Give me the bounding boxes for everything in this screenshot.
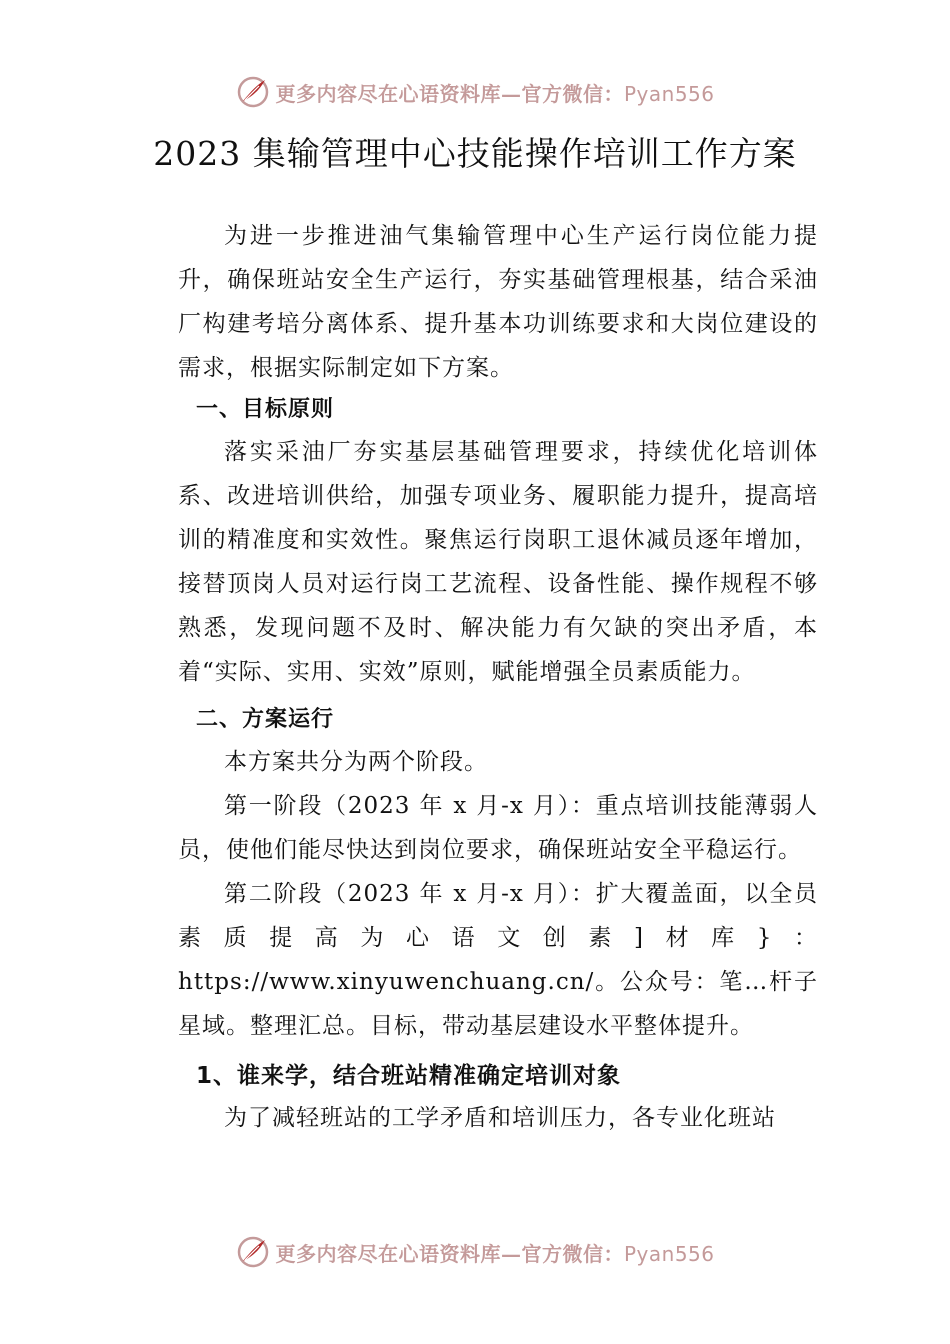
operation-paragraph-1: 本方案共分为两个阶段。 [224, 749, 488, 775]
watermark-handle: Pyan556 [623, 1241, 715, 1266]
document-body [178, 214, 818, 1140]
watermark-handle: Pyan556 [623, 81, 715, 106]
feather-logo-icon [235, 1234, 271, 1270]
subsection-heading-who-learns: 1、谁来学，结合班站精准确定培训对象 [196, 1063, 622, 1089]
operation-paragraph-2: 第一阶段（2023 年 x 月-x 月）：重点培训技能薄弱人员，使他们能尽快达到岗位要求，确保班站安全平稳运行。 [178, 793, 818, 863]
watermark-text [275, 1238, 714, 1267]
feather-logo-icon [235, 74, 271, 110]
document-title: 2023 集输管理中心技能操作培训工作方案 [153, 134, 797, 173]
watermark-banner-bottom [0, 1232, 950, 1272]
intro-paragraph: 为进一步推进油气集输管理中心生产运行岗位能力提升，确保班站安全生产运行，夯实基础管理根基，结合采油厂构建考培分离体系、提升基本功训练要求和大岗位建设的需求，根据实际制定如下方案。 [178, 223, 818, 381]
watermark-banner-top [0, 72, 950, 112]
watermark-label: 更多内容尽在心语资料库—官方微信： [275, 81, 624, 106]
watermark-text [275, 78, 714, 107]
operation-paragraph-3: 第二阶段（2023 年 x 月-x 月）：扩大覆盖面，以全员素质提高为心语文创素]材库}：https://www.xinyuwenchuang.cn/。公众号：笔…杆子星域。整理汇总。目标，带动基层建设水平整体提升。 [178, 881, 818, 1039]
goals-paragraph: 落实采油厂夯实基层基础管理要求，持续优化培训体系、改进培训供给，加强专项业务、履职能力提升，提高培训的精准度和实效性。聚焦运行岗职工退休减员逐年增加，接替顶岗人员对运行岗工艺流程、设备性能、操作规程不够熟悉，发现问题不及时、解决能力有欠缺的突出矛盾，本着“实际、实用、实效”原则，赋能增强全员素质能力。 [178, 439, 818, 685]
section-heading-goals: 一、目标原则 [196, 397, 335, 422]
section-heading-operation: 二、方案运行 [196, 707, 335, 732]
who-learns-paragraph: 为了减轻班站的工学矛盾和培训压力，各专业化班站 [224, 1105, 776, 1131]
watermark-label: 更多内容尽在心语资料库—官方微信： [275, 1241, 624, 1266]
